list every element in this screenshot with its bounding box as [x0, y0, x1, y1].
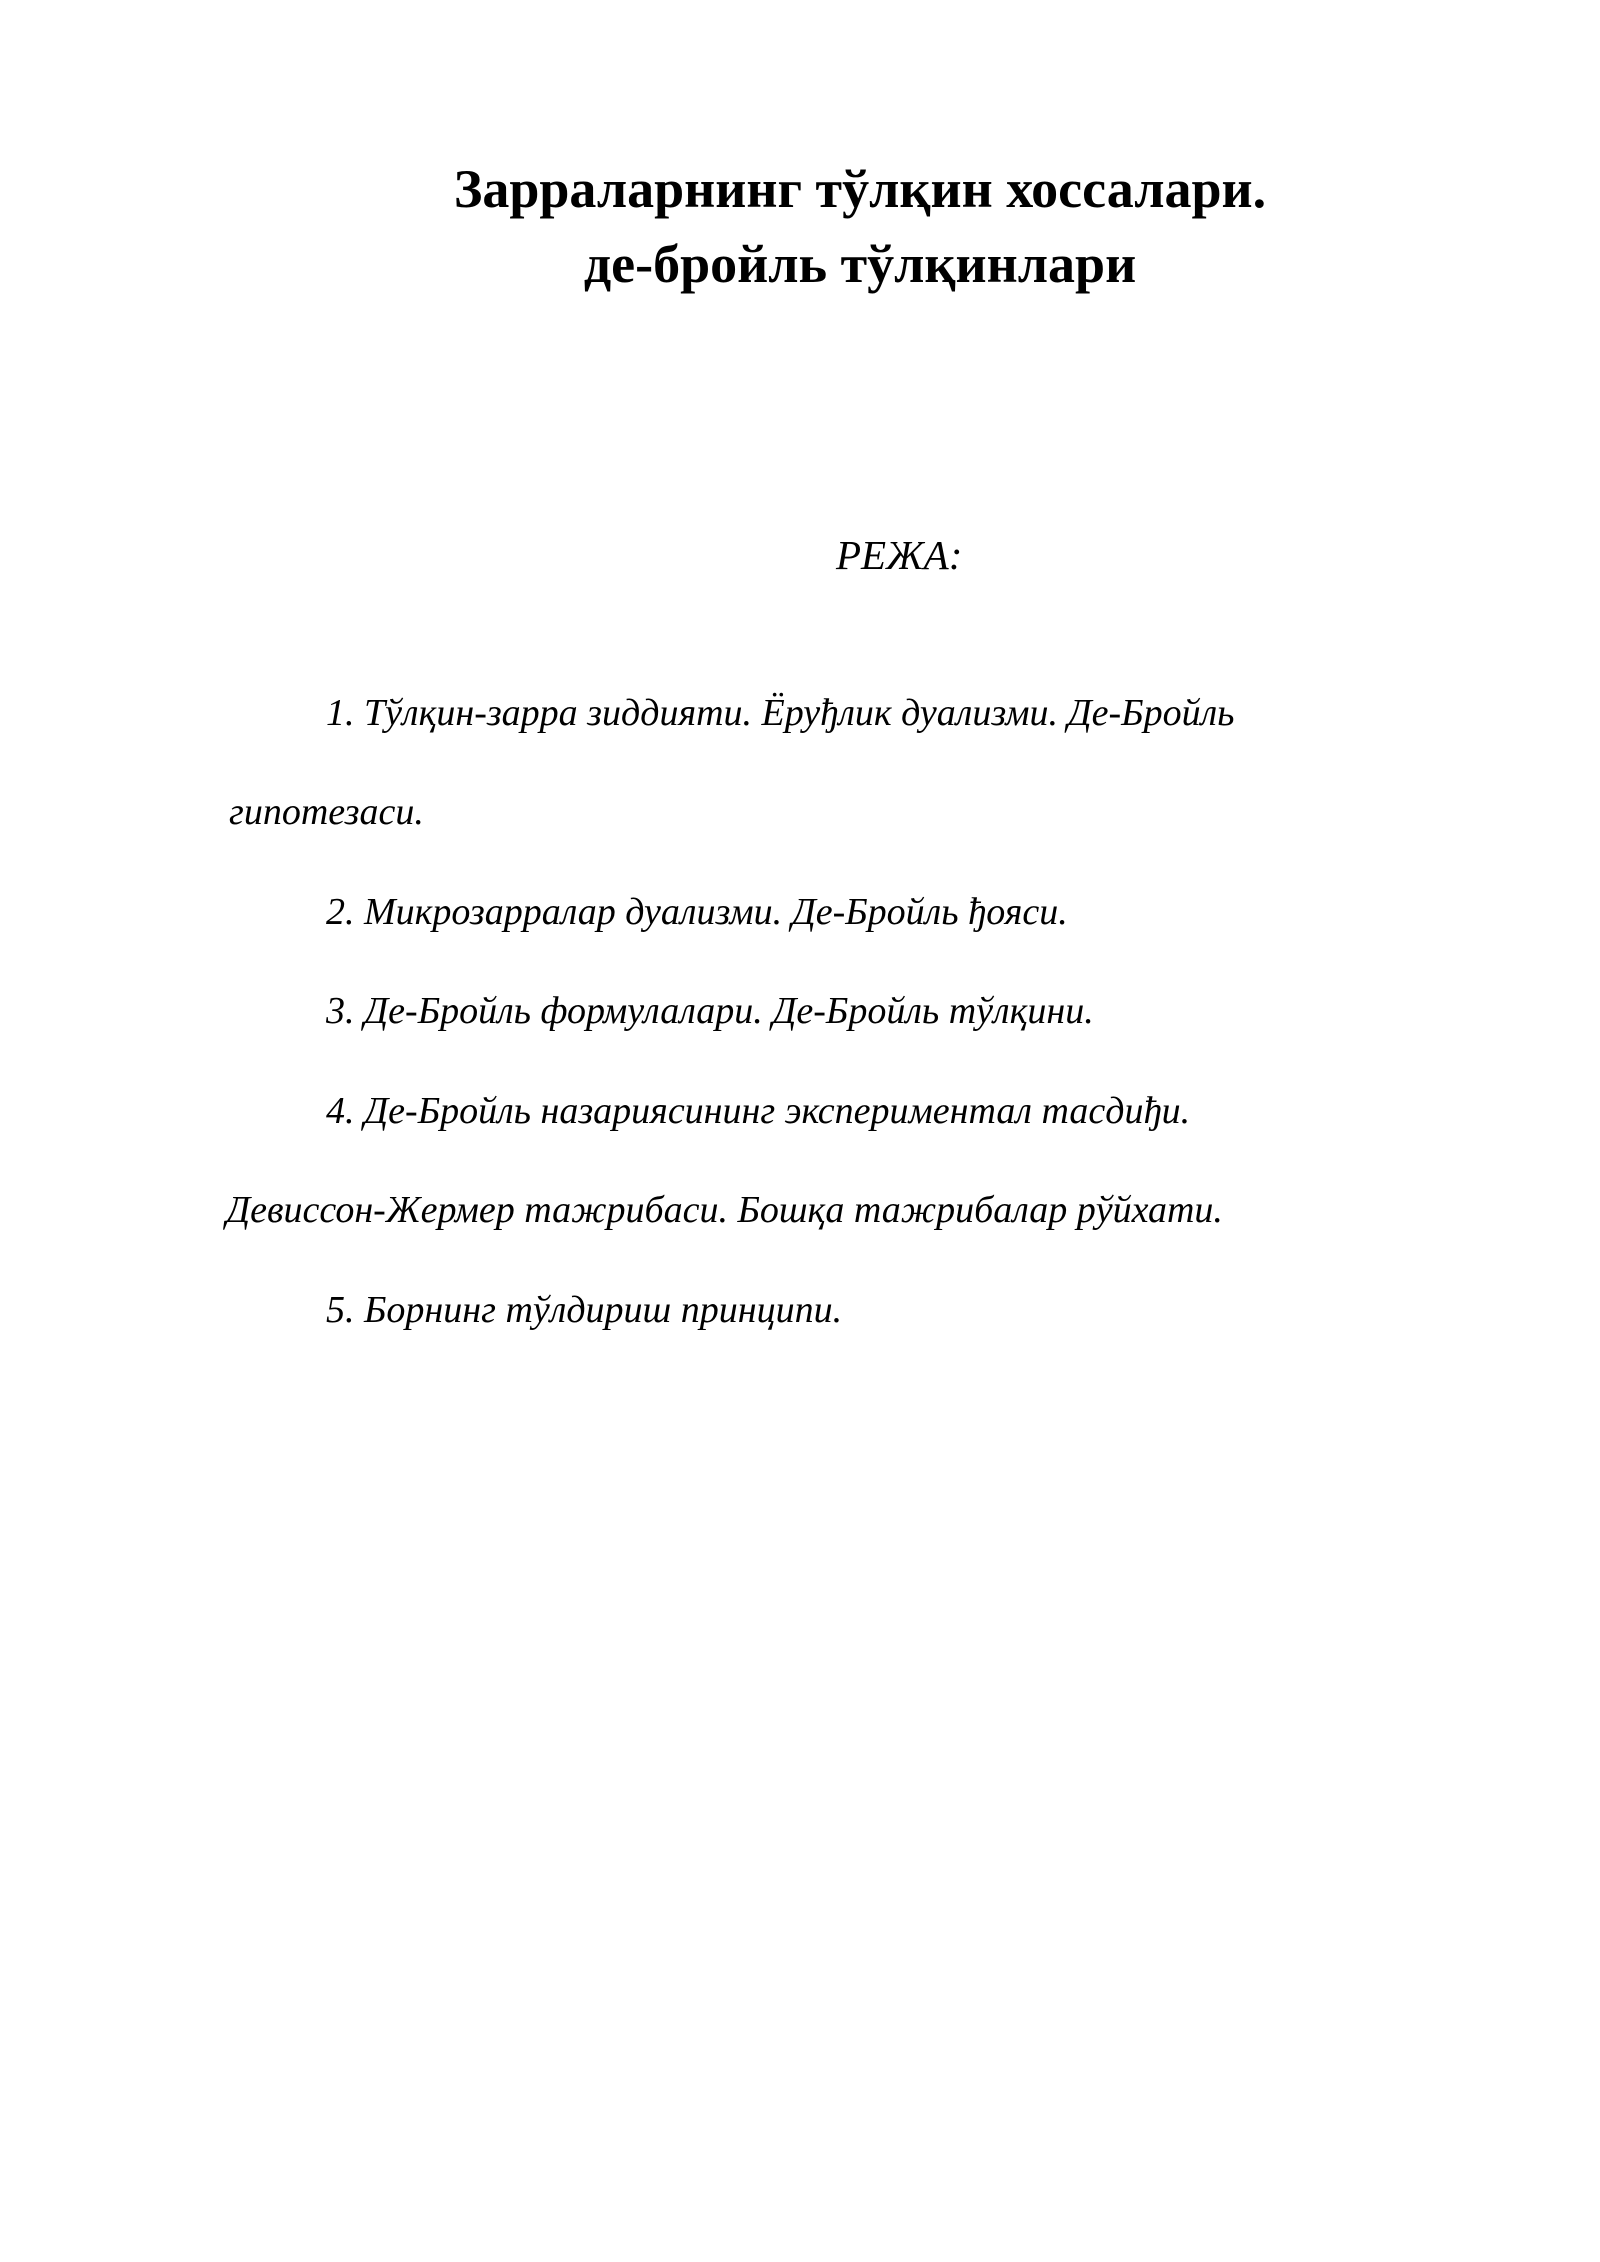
plan-item-text: Де-Бройль назариясининг экспериментал тасдиђи.	[364, 1090, 1191, 1132]
document-title-line-1: Зарраларнинг тўлқин хоссалари.	[453, 159, 1267, 219]
plan-item-2	[326, 893, 1068, 931]
plan-item-text: Тўлқин-зарра зиддияти. Ёруђлик дуализми. Де-Бройль	[364, 692, 1235, 734]
plan-item-4-continuation: Девиссон-Жермер тажрибаси. Бошқа тажрибалар рўйхати.	[226, 1189, 1223, 1231]
plan-heading: РЕЖА:	[836, 532, 963, 578]
plan-item-5	[326, 1291, 842, 1329]
plan-item-number: 1.	[326, 692, 355, 734]
document-title-line-2: де-бройль тўлқинлари	[583, 234, 1137, 294]
plan-item-number: 4.	[326, 1090, 355, 1132]
plan-item-number: 5.	[326, 1289, 355, 1331]
plan-item-text: Борнинг тўлдириш принципи.	[364, 1289, 843, 1331]
plan-item-1	[326, 694, 1234, 732]
plan-item-number: 2.	[326, 891, 355, 933]
plan-item-1-continuation: гипотезаси.	[229, 791, 424, 833]
plan-item-number: 3.	[326, 990, 355, 1032]
plan-item-3	[326, 992, 1094, 1030]
plan-item-text: Микрозарралар дуализми. Де-Бройль ђояси.	[364, 891, 1068, 933]
plan-item-4	[326, 1092, 1190, 1130]
plan-item-text: Де-Бройль формулалари. Де-Бройль тўлқини.	[364, 990, 1094, 1032]
